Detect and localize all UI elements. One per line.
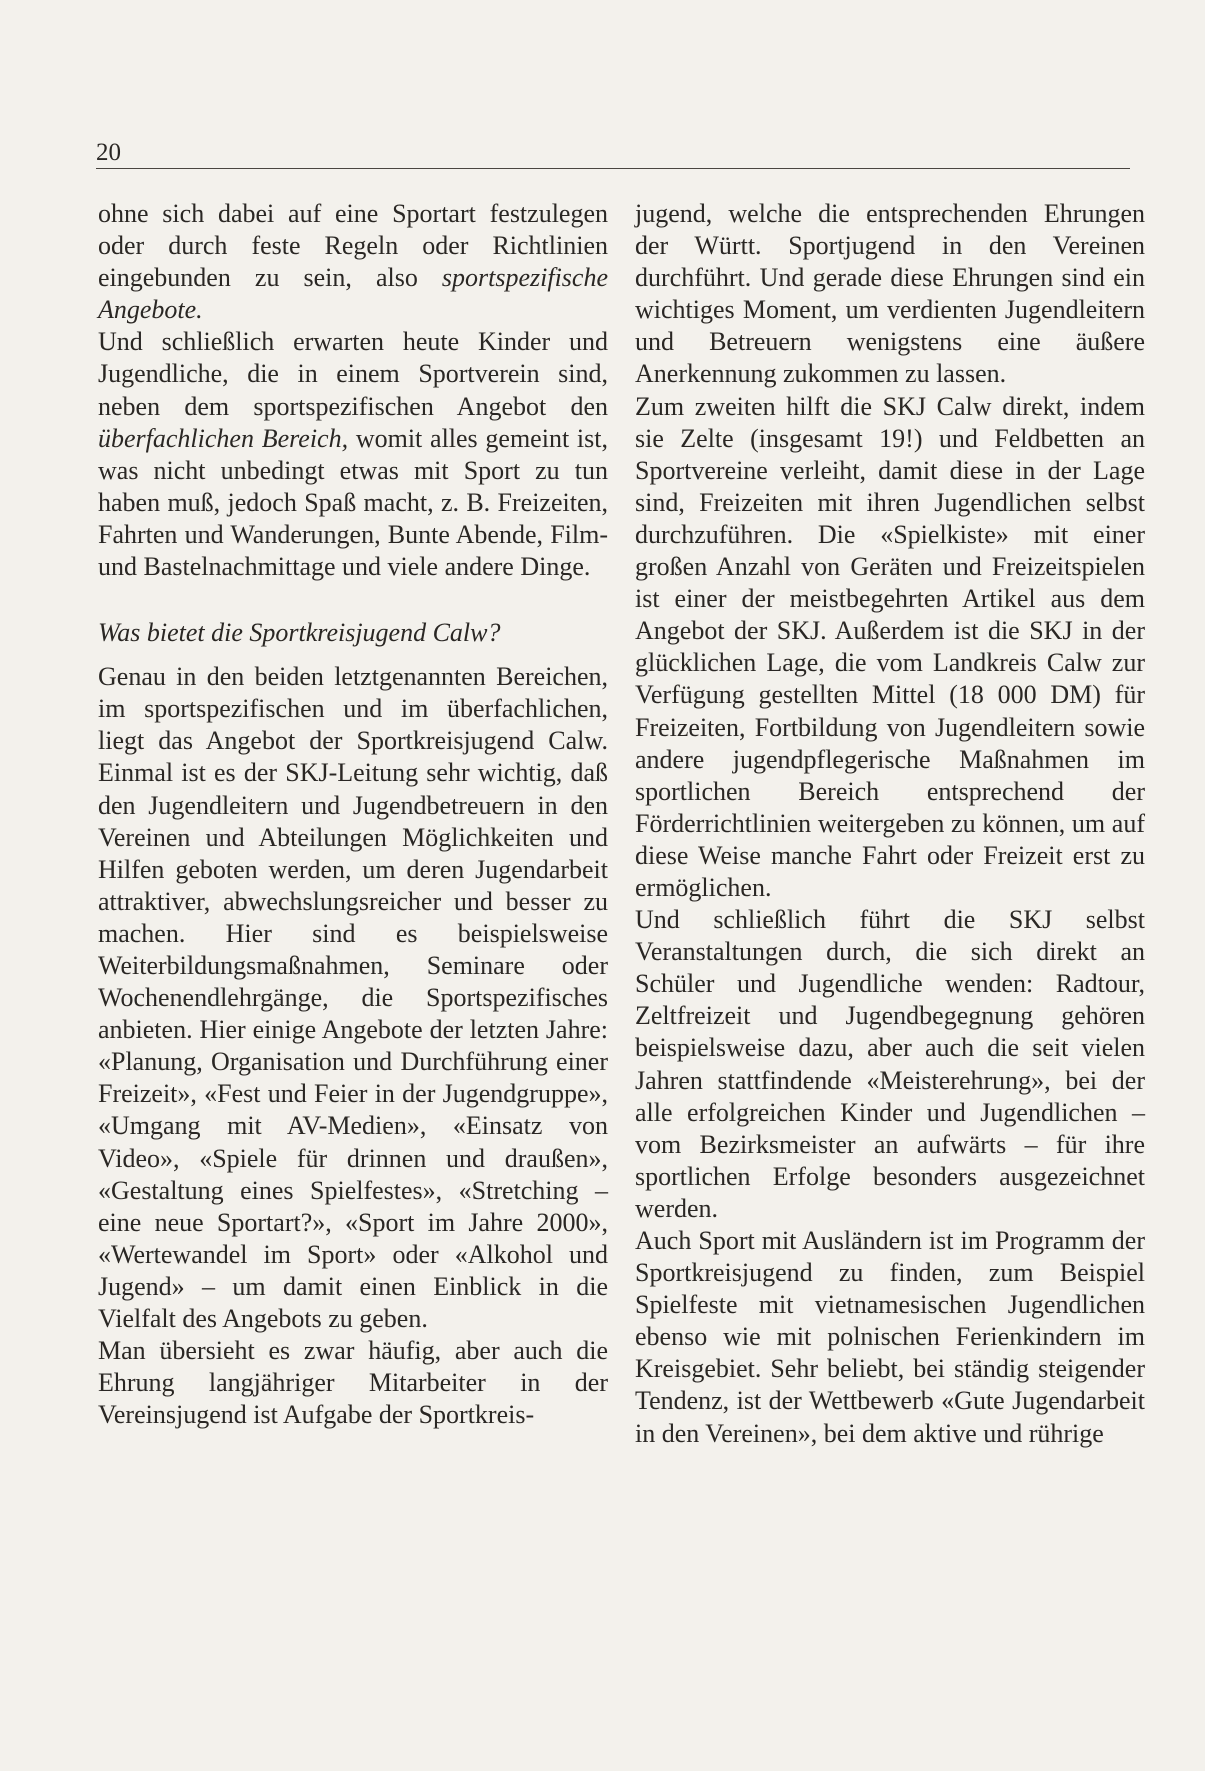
paragraph: Zum zweiten hilft die SKJ Calw direkt, indem sie Zelte (insgesamt 19!) und Feldbetten an Sportvereine verleiht, damit diese in der Lage sind, Freizeiten mit ihren Jugendlichen selbst durchzuführen. Die «Spielkiste» mit einer großen Anzahl von Geräten und Freizeitspielen ist einer der meistbegehrten Artikel aus dem Angebot der SKJ. Außerdem ist die SKJ in der glücklichen Lage, die vom Landkreis Calw zur Verfügung gestellten Mittel (18 000 DM) für Freizeiten, Fortbildung von Jugendleitern sowie andere jugendpflegerische Maßnahmen im sportlichen Bereich entsprechend der Förderrichtlinien weitergeben zu können, um auf diese Weise manche Fahrt oder Freizeit erst zu ermöglichen.	[635, 391, 1145, 902]
paragraph: Auch Sport mit Ausländern ist im Programm der Sportkreisjugend zu finden, zum Beispiel Spielfeste mit vietnamesischen Jugendlichen ebenso wie mit polnischen Ferienkindern im Kreisgebiet. Sehr beliebt, bei ständig steigender Tendenz, ist der Wettbewerb «Gute Jugendarbeit in den Vereinen», bei dem aktive und rührige	[635, 1226, 1145, 1448]
emphasis-text: sportspezifische Angebote.	[98, 263, 608, 325]
paragraph	[98, 326, 608, 583]
emphasis-text: überfachlichen Bereich,	[98, 423, 349, 453]
left-column	[98, 198, 608, 1431]
section-spacer	[98, 583, 608, 617]
section-heading: Was bietet die Sportkreisjugend Calw?	[98, 618, 501, 648]
paragraph-text: Und schließlich erwarten heute Kinder und Jugendliche, die in einem Sportverein sind, neben dem sportspezifischen Angebot den	[98, 327, 608, 421]
heading-spacer	[98, 649, 608, 661]
paragraph-text: womit alles gemeint ist, was nicht unbedingt etwas mit Sport zu tun haben muß, jedoch Spaß macht, z. B. Freizeiten, Fahrten und Wanderungen, Bunte Abende, Film- und Bastelnachmittage und viele andere Dinge.	[98, 423, 608, 582]
header-rule	[96, 168, 1130, 169]
paragraph: jugend, welche die entsprechenden Ehrungen der Württ. Sportjugend in den Vereinen durchführt. Und gerade diese Ehrungen sind ein wichtiges Moment, um verdienten Jugendleitern und Betreuern wenigstens eine äußere Anerkennung zukommen zu lassen.	[635, 199, 1145, 389]
page-number: 20	[96, 139, 121, 166]
paragraph	[98, 198, 608, 326]
paragraph: Man übersieht es zwar häufig, aber auch die Ehrung langjähriger Mitarbeiter in der Vereinsjugend ist Aufgabe der Sportkreis-	[98, 1336, 608, 1430]
paragraph-text: ohne sich dabei auf eine Sportart festzulegen oder durch feste Regeln oder Richtlinien eingebunden zu sein, also	[98, 199, 608, 293]
right-column	[635, 198, 1145, 1450]
paragraph: Und schließlich führt die SKJ selbst Veranstaltungen durch, die sich direkt an Schüler und Jugendliche wenden: Radtour, Zeltfreizeit und Jugendbegegnung gehören beispielsweise dazu, aber auch die seit vielen Jahren stattfindende «Meisterehrung», bei der alle erfolgreichen Kinder und Jugendlichen – vom Bezirksmeister an aufwärts – für ihre sportlichen Erfolge besonders ausgezeichnet werden.	[635, 905, 1145, 1223]
paragraph: Genau in den beiden letztgenannten Bereichen, im sportspezifischen und im überfachlichen, liegt das Angebot der Sportkreisjugend Calw. Einmal ist es der SKJ-Leitung sehr wichtig, daß den Jugendleitern und Jugendbetreuern in den Vereinen und Abteilungen Möglichkeiten und Hilfen geboten werden, um deren Jugendarbeit attraktiver, abwechslungsreicher und besser zu machen. Hier sind es beispielsweise Weiterbildungsmaßnahmen, Seminare oder Wochenendlehrgänge, die Sportspezifisches anbieten. Hier einige Angebote der letzten Jahre: «Planung, Organisation und Durchführung einer Freizeit», «Fest und Feier in der Jugendgruppe», «Umgang mit AV-Medien», «Einsatz von Video», «Spiele für drinnen und draußen», «Gestaltung eines Spielfestes», «Stretching – eine neue Sportart?», «Sport im Jahre 2000», «Wertewandel im Sport» oder «Alkohol und Jugend» – um damit einen Einblick in die Vielfalt des Angebots zu geben.	[98, 662, 608, 1333]
